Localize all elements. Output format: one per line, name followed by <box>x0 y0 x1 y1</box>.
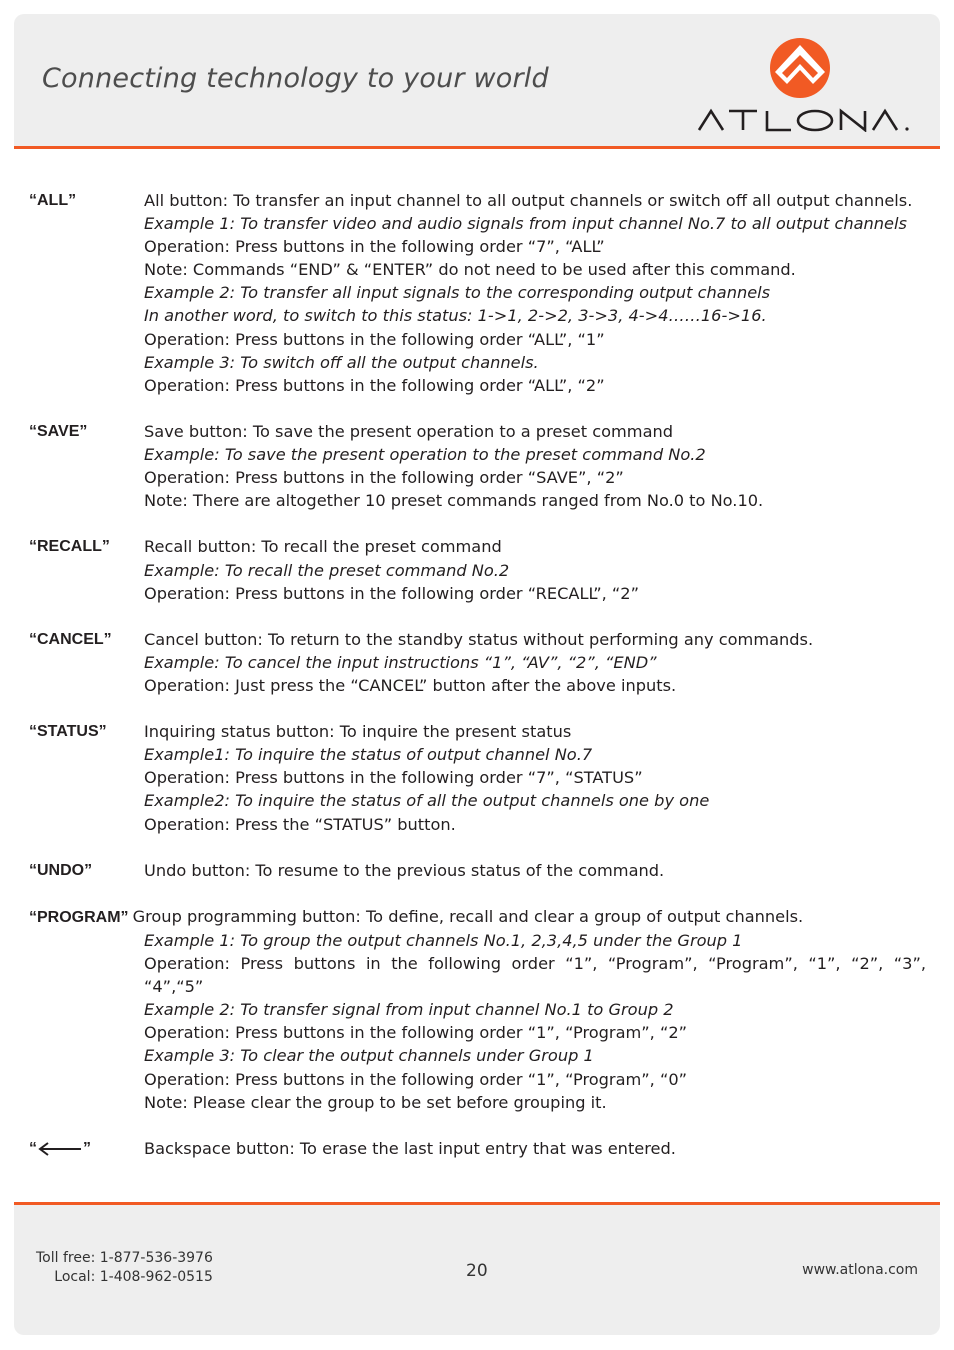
entry-line: Note: There are altogether 10 preset commands ranged from No.0 to No.10. <box>144 491 764 511</box>
entry-body <box>144 420 929 512</box>
atlona-logo-wordmark <box>697 108 913 132</box>
entry-line: Operation: Press buttons in the following order “ALL”, “2” <box>144 375 605 395</box>
entry-program <box>29 905 929 1114</box>
entry-line: Operation: Press buttons in the following order “1”, “Program”, “0” <box>144 1069 688 1089</box>
entry-body <box>144 189 929 397</box>
command-key: “PROGRAM” <box>29 908 129 926</box>
entry-body <box>144 535 929 604</box>
entry-line: Example1: To inquire the status of output channel No.7 <box>144 745 593 765</box>
entry-first-line <box>29 905 929 929</box>
command-reference <box>29 189 929 1183</box>
entry-line: Undo button: To resume to the previous status of the command. <box>144 860 665 880</box>
entry-line: Cancel button: To return to the standby status without performing any commands. <box>144 629 814 649</box>
entry-backspace <box>29 1137 929 1160</box>
entry-line: Operation: Just press the “CANCEL” button after the above inputs. <box>144 675 677 695</box>
entry-line: Operation: Press buttons in the following order “1”, “Program”, “2” <box>144 1023 688 1043</box>
command-key: “RECALL” <box>29 538 110 556</box>
entry-line: Operation: Press buttons in the following order “7”, “ALL” <box>144 237 605 257</box>
entry-body <box>144 1137 929 1160</box>
entry-line: Example 3: To switch off all the output channels. <box>144 352 539 372</box>
page-number: 20 <box>466 1261 488 1281</box>
entry-body <box>144 628 929 697</box>
command-key: “SAVE” <box>29 422 88 440</box>
entry-undo <box>29 859 929 882</box>
entry-line: Example2: To inquire the status of all the output channels one by one <box>144 791 710 811</box>
command-key: “ALL” <box>29 192 77 209</box>
header-divider <box>14 146 940 149</box>
left-arrow-icon <box>37 1142 83 1156</box>
entry-line: Recall button: To recall the preset command <box>144 537 502 557</box>
command-key: “UNDO” <box>29 861 93 879</box>
entry-line: Note: Commands “END” & “ENTER” do not need to be used after this command. <box>144 260 796 280</box>
entry-line: Example 3: To clear the output channels under Group 1 <box>144 1046 594 1066</box>
entry-line: Example 2: To transfer all input signals to the corresponding output channels <box>144 283 771 303</box>
entry-body <box>144 859 929 882</box>
entry-cancel <box>29 628 929 697</box>
entry-line: All button: To transfer an input channel to all output channels or switch off all output channels. <box>144 191 913 210</box>
entry-line: Backspace button: To erase the last input entry that was entered. <box>144 1138 676 1158</box>
entry-line: Example: To recall the preset command No.2 <box>144 560 510 580</box>
entry-line: Example: To cancel the input instructions “1”, “AV”, “2”, “END” <box>144 652 657 672</box>
entry-line: “4”,“5” <box>144 977 204 997</box>
entry-line: Operation: Press buttons in the following order “ALL”, “1” <box>144 329 605 349</box>
website-link[interactable]: www.atlona.com <box>802 1262 918 1278</box>
entry-line: Operation: Press buttons in the following order “1”, “Program”, “Program”, “1”, “2”, “3”, <box>144 954 926 974</box>
entry-line: Example 1: To group the output channels No.1, 2,3,4,5 under the Group 1 <box>144 931 743 950</box>
entry-line: Operation: Press buttons in the following order “7”, “STATUS” <box>144 768 643 788</box>
entry-line: Operation: Press buttons in the following order “SAVE”, “2” <box>144 468 624 488</box>
contact-phones <box>36 1249 213 1287</box>
entry-line: Operation: Press the “STATUS” button. <box>144 814 456 834</box>
entry-all <box>29 189 929 397</box>
tagline: Connecting technology to your world <box>42 63 549 94</box>
command-key: “ ” <box>29 1139 91 1157</box>
entry-line: Operation: Press buttons in the following order “RECALL”, “2” <box>144 583 639 603</box>
toll-free-number: Toll free: 1-877-536-3976 <box>36 1250 213 1266</box>
entry-line: In another word, to switch to this status: 1->1, 2->2, 3->3, 4->4……16->16. <box>144 306 767 326</box>
entry-line: Example 2: To transfer signal from input channel No.1 to Group 2 <box>144 1000 674 1020</box>
entry-line: Example 1: To transfer video and audio signals from input channel No.7 to all output channels <box>144 214 907 234</box>
local-number: Local: 1-408-962-0515 <box>54 1269 213 1285</box>
entry-line: Example: To save the present operation to the preset command No.2 <box>144 445 706 465</box>
command-key: “CANCEL” <box>29 630 112 648</box>
entry-line: Inquiring status button: To inquire the present status <box>144 722 572 742</box>
entry-status <box>29 720 929 835</box>
atlona-logo-mark <box>768 36 832 100</box>
entry-body <box>29 905 929 1114</box>
entry-line: Note: Please clear the group to be set before grouping it. <box>144 1092 607 1112</box>
command-key: “STATUS” <box>29 723 107 741</box>
entry-save <box>29 420 929 512</box>
entry-line: Save button: To save the present operation to a preset command <box>144 421 674 441</box>
entry-recall <box>29 535 929 604</box>
entry-line: Group programming button: To define, recall and clear a group of output channels. <box>132 906 804 926</box>
entry-body <box>144 720 929 835</box>
